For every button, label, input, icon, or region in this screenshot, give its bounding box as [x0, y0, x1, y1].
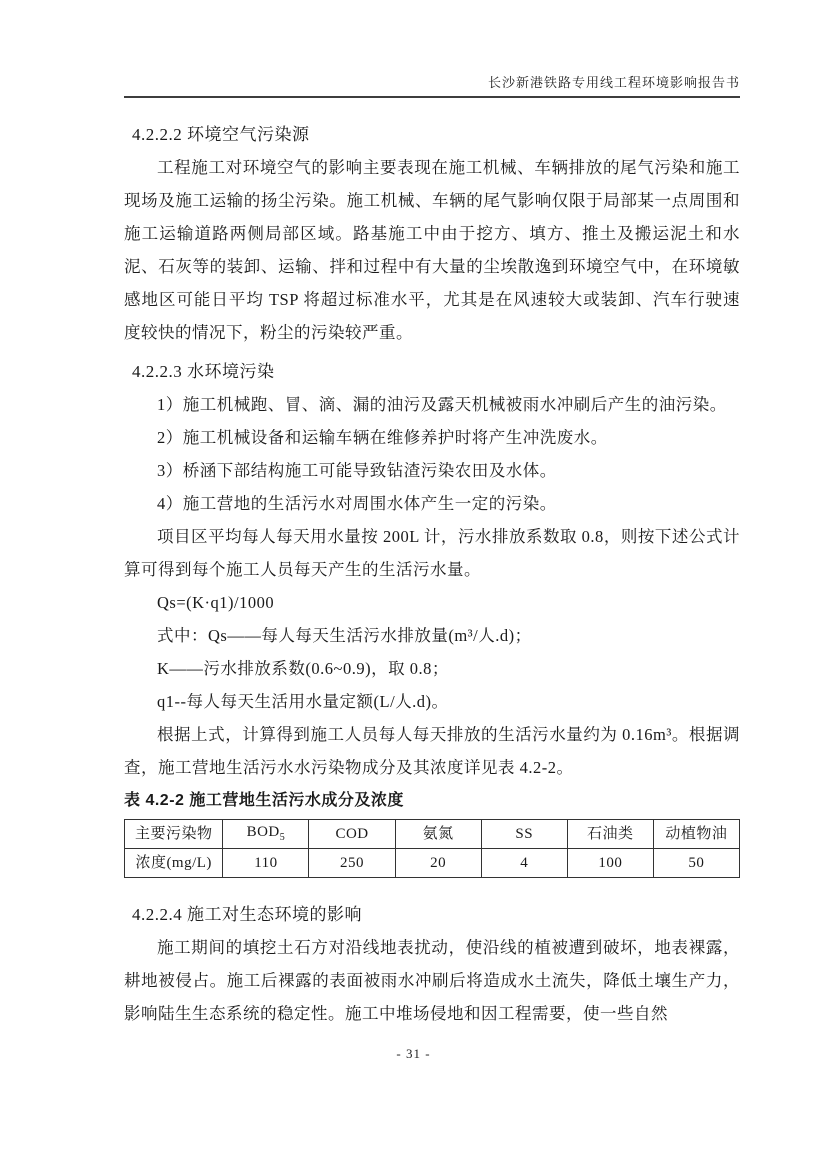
value-cell-bod: 110 — [223, 849, 309, 878]
page-content — [124, 112, 740, 1030]
formula-qs: Qs=(K·q1)/1000 — [157, 593, 275, 612]
paragraph-sewage-result: 根据上式，计算得到施工人员每人每天排放的生活污水量约为 0.16m³。根据调查，施工营地生活污水水污染物成分及其浓度详见表 4.2-2。 — [124, 725, 740, 777]
paragraph-air-pollution: 工程施工对环境空气的影响主要表现在施工机械、车辆排放的尾气污染和施工现场及施工运输的扬尘污染。施工机械、车辆的尾气影响仅限于局部某一点周围和施工运输道路两侧局部区域。路基施工中由于挖方、填方、推土及搬运泥土和水泥、石灰等的装卸、运输、拌和过程中有大量的尘埃散逸到环境空气中，在环境敏感地区可能日平均 TSP 将超过标准水平，尤其是在风速较大或装卸、汽车行驶速度较快的情况下，粉尘的污染较严重。 — [124, 158, 740, 342]
header-cell-oil: 动植物油 — [653, 820, 739, 849]
header-cell-bod: $BOD_5$ — [223, 820, 309, 849]
formula-def-q1: q1--每人每天生活用水量定额(L/人.d)。 — [157, 692, 449, 711]
water-list-item-4: 4）施工营地的生活污水对周围水体产生一定的污染。 — [157, 494, 557, 513]
pollutant-table — [124, 819, 740, 878]
bod-subscript: 5 — [279, 832, 286, 843]
header-cell-petroleum: 石油类 — [567, 820, 653, 849]
page-number: - 31 - — [396, 1046, 431, 1061]
section-heading-air: 4.2.2.2 环境空气污染源 — [132, 125, 310, 144]
value-cell-oil: 50 — [653, 849, 739, 878]
table-value-row — [125, 849, 740, 878]
section-heading-ecology: 4.2.2.4 施工对生态环境的影响 — [132, 905, 362, 924]
header-cell-ammonia: 氨氮 — [395, 820, 481, 849]
section-heading-water: 4.2.2.3 水环境污染 — [132, 362, 275, 381]
table-header-row — [125, 820, 740, 849]
formula-def-qs: 式中：Qs——每人每天生活污水排放量(m³/人.d)； — [157, 626, 532, 645]
formula-def-k: K——污水排放系数(0.6~0.9)，取 0.8； — [157, 659, 449, 678]
table-caption: 表 4.2-2 施工营地生活污水成分及浓度 — [124, 792, 404, 809]
paragraph-water-usage: 项目区平均每人每天用水量按 200L 计，污水排放系数取 0.8，则按下述公式计算可得到每个施工人员每天产生的生活污水量。 — [124, 527, 740, 579]
paragraph-ecology: 施工期间的填挖土石方对沿线地表扰动，使沿线的植被遭到破坏，地表裸露，耕地被侵占。施工后裸露的表面被雨水冲刷后将造成水土流失，降低土壤生产力，影响陆生生态系统的稳定性。施工中堆场侵地和因工程需要，使一些自然 — [124, 938, 740, 1023]
water-list-item-3: 3）桥涵下部结构施工可能导致钻渣污染农田及水体。 — [157, 461, 557, 480]
header-cell-cod: COD — [309, 820, 395, 849]
value-cell-petroleum: 100 — [567, 849, 653, 878]
report-title: 长沙新港铁路专用线工程环境影响报告书 — [487, 75, 740, 90]
page-footer — [0, 1046, 827, 1062]
running-header — [124, 72, 740, 98]
header-cell-ss: SS — [481, 820, 567, 849]
value-cell-label: 浓度(mg/L) — [125, 849, 223, 878]
water-list-item-2: 2）施工机械设备和运输车辆在维修养护时将产生冲洗废水。 — [157, 428, 608, 447]
value-cell-ammonia: 20 — [395, 849, 481, 878]
value-cell-cod: 250 — [309, 849, 395, 878]
value-cell-ss: 4 — [481, 849, 567, 878]
water-list-item-1: 1）施工机械跑、冒、滴、漏的油污及露天机械被雨水冲刷后产生的油污染。 — [157, 395, 727, 414]
header-cell-pollutant: 主要污染物 — [125, 820, 223, 849]
